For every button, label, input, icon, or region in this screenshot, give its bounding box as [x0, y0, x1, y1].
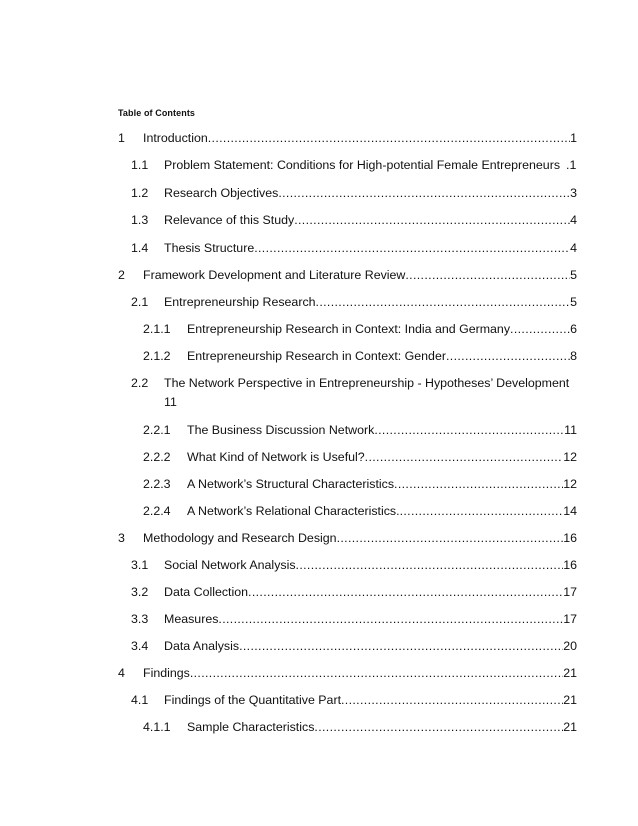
toc-entry[interactable]: [0, 239, 638, 257]
toc-entry[interactable]: [0, 347, 638, 365]
toc-number: 2.2.4: [143, 504, 171, 518]
toc-title: Introduction: [143, 131, 208, 145]
toc-page: 8: [570, 349, 577, 363]
toc-line: [187, 718, 577, 736]
toc-page: 21: [563, 720, 577, 734]
toc-entry[interactable]: [0, 556, 638, 574]
toc-line: [143, 266, 577, 284]
toc-title: Entrepreneurship Research in Context: Gender: [187, 349, 446, 363]
toc-page: 12: [563, 450, 577, 464]
toc-number: 2.2.1: [143, 423, 171, 437]
toc-title: Relevance of this Study: [164, 213, 295, 227]
toc-entry[interactable]: [0, 129, 638, 147]
toc-leader: [316, 293, 571, 311]
toc-title: A Network’s Structural Characteristics: [187, 477, 395, 491]
toc-number: 4.1: [131, 693, 149, 707]
toc-line: [187, 421, 577, 439]
toc-page: 5: [570, 268, 577, 282]
toc-line: [187, 347, 577, 365]
toc-entry[interactable]: [0, 718, 638, 736]
toc-leader: [446, 347, 570, 365]
toc-page-group: .1: [566, 158, 577, 172]
toc-number: 3: [118, 531, 125, 545]
toc-page: 6: [570, 322, 577, 336]
toc-title: Entrepreneurship Research in Context: India and Germany: [187, 322, 511, 336]
toc-line: [187, 475, 577, 493]
toc-page: 11: [164, 395, 177, 409]
toc-entry[interactable]: [0, 475, 638, 493]
toc-page: 17: [563, 585, 577, 599]
toc-number: 4: [118, 666, 125, 680]
toc-leader: [218, 610, 563, 628]
toc-leader: [314, 718, 563, 736]
toc-number: 2.2.3: [143, 477, 171, 491]
toc-title: Data Analysis: [164, 639, 240, 653]
toc-leader: [400, 502, 564, 520]
toc-entry[interactable]: [0, 374, 638, 412]
toc-entry[interactable]: [0, 211, 638, 229]
toc-page: 1: [570, 131, 577, 145]
toc-page: 5: [570, 295, 577, 309]
toc-line: [187, 320, 577, 338]
toc-title: Findings of the Quantitative Part: [164, 693, 342, 707]
toc-page: 1: [569, 158, 577, 172]
toc-page: 17: [563, 612, 577, 626]
toc-leader: [278, 184, 570, 202]
toc-entry[interactable]: [0, 293, 638, 311]
toc-line: [164, 610, 577, 628]
toc-leader: [239, 637, 563, 655]
toc-number: 1.4: [131, 241, 149, 255]
toc-line: [164, 556, 577, 574]
toc-title: The Business Discussion Network: [187, 423, 375, 437]
toc-number: 3.3: [131, 612, 149, 626]
toc-line: [164, 583, 577, 601]
toc-page: 3: [570, 186, 577, 200]
toc-entry[interactable]: [0, 156, 638, 174]
toc-entry[interactable]: [0, 664, 638, 682]
toc-line: [164, 691, 577, 709]
toc-number: 1.2: [131, 186, 149, 200]
toc-leader: [365, 448, 564, 466]
toc-leader: [405, 266, 570, 284]
toc-number: 2.1.2: [143, 349, 171, 363]
toc-line: [164, 293, 577, 311]
toc-title: Thesis Structure: [164, 241, 255, 255]
toc-page: 20: [563, 639, 577, 653]
toc-line: [143, 664, 577, 682]
toc-entry[interactable]: [0, 637, 638, 655]
page-title: Table of Contents: [118, 108, 196, 118]
toc-title: Sample Characteristics: [187, 720, 315, 734]
toc-leader: [248, 583, 563, 601]
toc-title: Methodology and Research Design: [143, 531, 337, 545]
toc-page: 21: [563, 693, 577, 707]
toc-entry[interactable]: [0, 266, 638, 284]
toc-number: 2.2: [131, 376, 149, 390]
toc-page: 4: [570, 241, 577, 255]
toc-number: 3.2: [131, 585, 149, 599]
toc-number: 2.1: [131, 295, 149, 309]
toc-entry[interactable]: [0, 448, 638, 466]
toc-leader: [296, 556, 564, 574]
toc-title: Entrepreneurship Research: [164, 295, 316, 309]
toc-entry[interactable]: [0, 610, 638, 628]
toc-line: [143, 529, 577, 547]
toc-title: Problem Statement: Conditions for High-potential Female Entrepreneurs: [164, 158, 561, 172]
toc-title: The Network Perspective in Entrepreneurship - Hypotheses’ Development: [164, 376, 570, 390]
toc-leader: [208, 129, 570, 147]
toc-entry[interactable]: [0, 502, 638, 520]
toc-line: [164, 211, 577, 229]
toc-line: [164, 637, 577, 655]
toc-title: A Network’s Relational Characteristics.: [187, 504, 400, 518]
toc-leader: [294, 211, 570, 229]
toc-leader: [341, 691, 563, 709]
toc-page: 11: [564, 423, 577, 437]
toc-line: [187, 448, 577, 466]
toc-entry[interactable]: [0, 691, 638, 709]
toc-number: 2: [118, 268, 125, 282]
toc-entry[interactable]: [0, 320, 638, 338]
toc-number: 1.3: [131, 213, 149, 227]
toc-entry[interactable]: [0, 583, 638, 601]
toc-line: [187, 502, 577, 520]
toc-leader: [254, 239, 570, 257]
toc-number: 2.2.2: [143, 450, 171, 464]
toc-number: 1.1: [131, 158, 149, 172]
toc-page: 21: [563, 666, 577, 680]
toc-entry[interactable]: [0, 421, 638, 439]
toc-line: [164, 184, 577, 202]
toc-page: 4: [570, 213, 577, 227]
toc-number: 3.4: [131, 639, 149, 653]
toc-line: [143, 129, 577, 147]
toc-leader: [510, 320, 570, 338]
toc-number: 4.1.1: [143, 720, 171, 734]
toc-title: Measures: [164, 612, 219, 626]
toc-entry[interactable]: [0, 529, 638, 547]
toc-title: Data Collection: [164, 585, 249, 599]
toc-title: Framework Development and Literature Review: [143, 268, 406, 282]
toc-title: Research Objectives: [164, 186, 279, 200]
toc-leader: [190, 664, 563, 682]
toc-title: Findings: [143, 666, 190, 680]
toc-leader: [337, 529, 564, 547]
toc-page: 14: [563, 504, 577, 518]
toc-number: 2.1.1: [143, 322, 171, 336]
toc-leader: [374, 421, 564, 439]
toc-leader: [394, 475, 563, 493]
toc-title: What Kind of Network is Useful?: [187, 450, 365, 464]
toc-page: 16: [563, 558, 577, 572]
toc-page: 12: [563, 477, 577, 491]
toc-number: 1: [118, 131, 125, 145]
toc-line: [164, 239, 577, 257]
toc-page: 16: [563, 531, 577, 545]
toc-entry[interactable]: [0, 184, 638, 202]
toc-title: Social Network Analysis: [164, 558, 296, 572]
toc-number: 3.1: [131, 558, 149, 572]
